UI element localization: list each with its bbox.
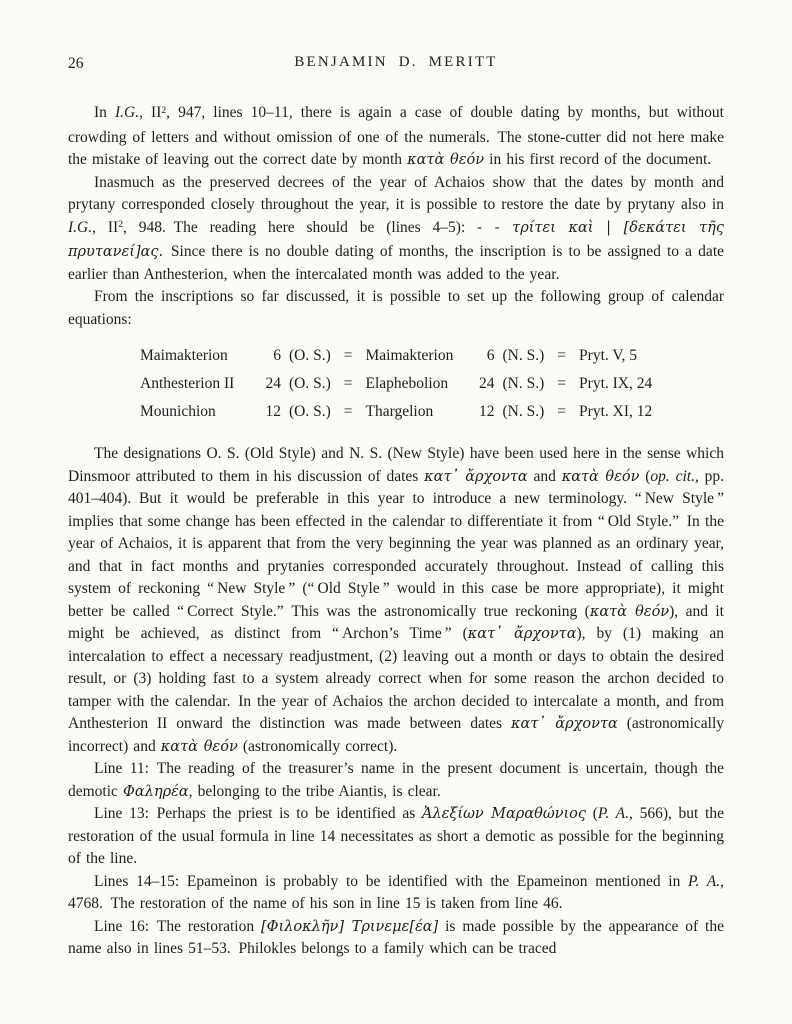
eq-day-new-style: 12 <box>479 403 495 420</box>
equals-sign: = <box>343 375 353 392</box>
page-header <box>68 54 724 76</box>
eq-day-old-style: 24 <box>265 375 281 392</box>
eq-prytany: Pryt. V, 5 <box>579 347 638 364</box>
para-line-13-priest: Line 13: Perhaps the priest is to be identified as Ἀλεξίων Μαραθώνιος (P. A., 566), but the restoration of the usual formula in line 14 necessitates as short a demotic as possible for the beginning of the line. <box>68 805 724 867</box>
equals-sign: = <box>557 403 567 420</box>
para-lines-14-15-epameinon: Lines 14–15: Epameinon is probably to be identified with the Epameinon mentioned in P. A., 4768. The restoration of the name of his son in line 15 is taken from line 46. <box>68 872 724 912</box>
eq-month-new-style: Thargelion <box>365 403 434 420</box>
equals-sign: = <box>557 375 567 392</box>
eq-day-old-style: 6 <box>273 347 281 364</box>
equals-sign: = <box>343 403 353 420</box>
eq-ns-label: (N. S.) <box>502 403 545 420</box>
page-number: 26 <box>68 55 84 72</box>
equals-sign: = <box>557 347 567 364</box>
eq-prytany: Pryt. XI, 12 <box>579 403 653 420</box>
eq-ns-label: (N. S.) <box>502 375 545 392</box>
running-head-author: BENJAMIN D. MERITT <box>294 54 498 70</box>
eq-day-new-style: 24 <box>479 375 495 392</box>
para-calendar-equations-intro: From the inscriptions so far discussed, it is possible to set up the following group of calendar equations: <box>68 288 724 328</box>
eq-os-label: (O. S.) <box>289 403 331 420</box>
eq-month-new-style: Maimakterion <box>365 347 454 364</box>
eq-month-old-style: Anthesterion II <box>140 375 235 392</box>
para-ig-947-double-dating: In I.G., $II^2$, 947, lines 10–11, there is again a case of double dating by months, but without crowding of letters and without omission of one of the numerals. The stone-cutter did not here make the mistake of leaving out the correct date by month κατὰ θεόν in his first record of the document. <box>68 104 724 168</box>
para-designations-old-new-style: The designations O. S. (Old Style) and N. S. (New Style) have been used here in the sense which Dinsmoor attributed to them in his discussion of dates κατ᾽ ἄρχοντα and κατὰ θεόν (op. cit., pp. 401–404). But it would be preferable in this year to introduce a new terminology. “ New Style ” implies that some change has been effected in the calendar to differentiate it from “ Old Style.” In the year of Achaios, it is apparent that from the very beginning the year was planned as an ordinary year, and that in fact months and prytanies corresponded accurately throughout. Instead of calling this system of reckoning “ New Style ” (“ Old Style ” would in this case be more appropriate), it might better be called “ Correct Style.” This was the astronomically true reckoning (κατὰ θεόν), and it might be achieved, as distinct from “ Archon’s Time ” (κατ᾽ ἄρχοντα), by (1) making an intercalation to effect a necessary readjustment, (2) leaving out a month or days to obtain the desired result, or (3) holding fast to a system already correct when for some reason the archon decided to tamper with the calendar. In the year of Achaios the archon decided to intercalate a month, and from Anthesterion II onward the distinction was made between dates κατ᾽ ἄρχοντα (astronomically incorrect) and κατὰ θεόν (astronomically correct). <box>68 445 725 755</box>
eq-prytany: Pryt. IX, 24 <box>579 375 653 392</box>
calendar-equations-block <box>140 342 724 426</box>
equation-row <box>140 342 657 370</box>
calendar-equations-table <box>140 342 657 426</box>
eq-day-old-style: 12 <box>265 403 281 420</box>
equals-sign: = <box>343 347 353 364</box>
equation-row <box>140 398 657 426</box>
para-achaios-948-restoration: Inasmuch as the preserved decrees of the year of Achaios show that the dates by month and prytany corresponded closely throughout the year, it is possible to restore the date by prytany also in I.G., $II^2$, 948. The reading here should be (lines 4–5): - - τρίτει καὶ | [δεκάτει τῆς πρυτανεί]ας. Since there is no double dating of months, the inscription is to be assigned to a date earlier than Anthesterion, when the intercalated month was added to the year. <box>68 173 724 283</box>
para-line-16-philokles: Line 16: The restoration [Φιλοκλῆν] Τρινεμε[έα] is made possible by the appearance of the name also in lines 51–53. Philokles belongs to a family which can be traced <box>68 917 724 957</box>
eq-os-label: (O. S.) <box>289 375 331 392</box>
body-text <box>68 102 724 961</box>
eq-os-label: (O. S.) <box>289 347 331 364</box>
eq-month-old-style: Maimakterion <box>140 347 228 364</box>
equation-row <box>140 370 657 398</box>
eq-ns-label: (N. S.) <box>502 347 545 364</box>
eq-day-new-style: 6 <box>486 347 495 364</box>
eq-month-old-style: Mounichion <box>140 403 216 420</box>
eq-month-new-style: Elaphebolion <box>365 375 449 392</box>
para-line-11-treasurer: Line 11: The reading of the treasurer’s name in the present document is uncertain, though the demotic Φαληρέα, belonging to the tribe Aiantis, is clear. <box>68 760 724 800</box>
